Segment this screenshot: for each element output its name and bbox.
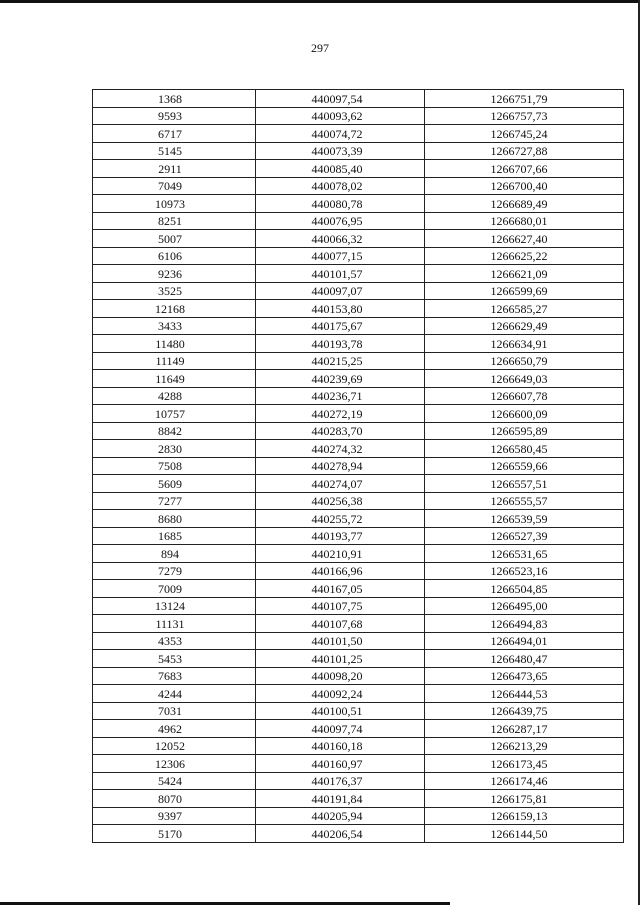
- table-row: [93, 545, 624, 563]
- coordinates-table-body: [93, 90, 624, 843]
- y-coordinate-cell: 1266627,40: [425, 230, 624, 248]
- x-coordinate-cell: 440160,97: [256, 755, 425, 773]
- page-number: 297: [311, 41, 329, 55]
- x-coordinate-cell: 440206,54: [256, 825, 425, 843]
- point-number-cell: 4244: [93, 685, 256, 703]
- y-coordinate-cell: 1266629,49: [425, 317, 624, 335]
- table-row: [93, 510, 624, 528]
- y-coordinate-cell: 1266174,46: [425, 772, 624, 790]
- y-coordinate-cell: 1266555,57: [425, 492, 624, 510]
- y-coordinate-cell: 1266689,49: [425, 195, 624, 213]
- table-row: [93, 440, 624, 458]
- point-number-cell: 2830: [93, 440, 256, 458]
- y-coordinate-cell: 1266600,09: [425, 405, 624, 423]
- x-coordinate-cell: 440153,80: [256, 300, 425, 318]
- point-number-cell: 7508: [93, 457, 256, 475]
- y-coordinate-cell: 1266580,45: [425, 440, 624, 458]
- x-coordinate-cell: 440255,72: [256, 510, 425, 528]
- coordinates-table-container: [92, 89, 598, 843]
- y-coordinate-cell: 1266745,24: [425, 125, 624, 143]
- point-number-cell: 9236: [93, 265, 256, 283]
- x-coordinate-cell: 440215,25: [256, 352, 425, 370]
- point-number-cell: 11480: [93, 335, 256, 353]
- point-number-cell: 8070: [93, 790, 256, 808]
- y-coordinate-cell: 1266504,85: [425, 580, 624, 598]
- x-coordinate-cell: 440191,84: [256, 790, 425, 808]
- x-coordinate-cell: 440256,38: [256, 492, 425, 510]
- table-row: [93, 667, 624, 685]
- y-coordinate-cell: 1266727,88: [425, 142, 624, 160]
- point-number-cell: 1368: [93, 90, 256, 108]
- table-row: [93, 527, 624, 545]
- x-coordinate-cell: 440101,25: [256, 650, 425, 668]
- y-coordinate-cell: 1266625,22: [425, 247, 624, 265]
- point-number-cell: 7031: [93, 702, 256, 720]
- y-coordinate-cell: 1266707,66: [425, 160, 624, 178]
- coordinates-table: [92, 89, 624, 843]
- table-row: [93, 772, 624, 790]
- x-coordinate-cell: 440066,32: [256, 230, 425, 248]
- table-row: [93, 352, 624, 370]
- table-row: [93, 737, 624, 755]
- x-coordinate-cell: 440076,95: [256, 212, 425, 230]
- point-number-cell: 7049: [93, 177, 256, 195]
- y-coordinate-cell: 1266557,51: [425, 475, 624, 493]
- point-number-cell: 7279: [93, 562, 256, 580]
- x-coordinate-cell: 440097,74: [256, 720, 425, 738]
- y-coordinate-cell: 1266621,09: [425, 265, 624, 283]
- x-coordinate-cell: 440073,39: [256, 142, 425, 160]
- x-coordinate-cell: 440167,05: [256, 580, 425, 598]
- table-row: [93, 177, 624, 195]
- point-number-cell: 10757: [93, 405, 256, 423]
- x-coordinate-cell: 440283,70: [256, 422, 425, 440]
- table-row: [93, 335, 624, 353]
- x-coordinate-cell: 440176,37: [256, 772, 425, 790]
- point-number-cell: 5145: [93, 142, 256, 160]
- table-row: [93, 142, 624, 160]
- table-row: [93, 755, 624, 773]
- table-row: [93, 562, 624, 580]
- table-row: [93, 90, 624, 108]
- x-coordinate-cell: 440080,78: [256, 195, 425, 213]
- x-coordinate-cell: 440278,94: [256, 457, 425, 475]
- point-number-cell: 6717: [93, 125, 256, 143]
- x-coordinate-cell: 440193,78: [256, 335, 425, 353]
- table-row: [93, 247, 624, 265]
- y-coordinate-cell: 1266531,65: [425, 545, 624, 563]
- y-coordinate-cell: 1266159,13: [425, 807, 624, 825]
- y-coordinate-cell: 1266634,91: [425, 335, 624, 353]
- y-coordinate-cell: 1266494,01: [425, 632, 624, 650]
- table-row: [93, 597, 624, 615]
- y-coordinate-cell: 1266439,75: [425, 702, 624, 720]
- y-coordinate-cell: 1266173,45: [425, 755, 624, 773]
- table-row: [93, 107, 624, 125]
- y-coordinate-cell: 1266680,01: [425, 212, 624, 230]
- table-row: [93, 160, 624, 178]
- table-row: [93, 702, 624, 720]
- y-coordinate-cell: 1266599,69: [425, 282, 624, 300]
- point-number-cell: 13124: [93, 597, 256, 615]
- point-number-cell: 12306: [93, 755, 256, 773]
- x-coordinate-cell: 440101,57: [256, 265, 425, 283]
- point-number-cell: 7009: [93, 580, 256, 598]
- point-number-cell: 8251: [93, 212, 256, 230]
- x-coordinate-cell: 440107,75: [256, 597, 425, 615]
- point-number-cell: 5007: [93, 230, 256, 248]
- table-row: [93, 825, 624, 843]
- table-row: [93, 125, 624, 143]
- x-coordinate-cell: 440085,40: [256, 160, 425, 178]
- point-number-cell: 6106: [93, 247, 256, 265]
- x-coordinate-cell: 440098,20: [256, 667, 425, 685]
- table-row: [93, 212, 624, 230]
- x-coordinate-cell: 440074,72: [256, 125, 425, 143]
- point-number-cell: 894: [93, 545, 256, 563]
- table-row: [93, 282, 624, 300]
- point-number-cell: 8680: [93, 510, 256, 528]
- x-coordinate-cell: 440093,62: [256, 107, 425, 125]
- table-row: [93, 475, 624, 493]
- x-coordinate-cell: 440236,71: [256, 387, 425, 405]
- y-coordinate-cell: 1266585,27: [425, 300, 624, 318]
- point-number-cell: 9397: [93, 807, 256, 825]
- point-number-cell: 4353: [93, 632, 256, 650]
- x-coordinate-cell: 440205,94: [256, 807, 425, 825]
- point-number-cell: 10973: [93, 195, 256, 213]
- y-coordinate-cell: 1266444,53: [425, 685, 624, 703]
- y-coordinate-cell: 1266700,40: [425, 177, 624, 195]
- y-coordinate-cell: 1266649,03: [425, 370, 624, 388]
- point-number-cell: 12052: [93, 737, 256, 755]
- y-coordinate-cell: 1266287,17: [425, 720, 624, 738]
- table-row: [93, 580, 624, 598]
- x-coordinate-cell: 440175,67: [256, 317, 425, 335]
- x-coordinate-cell: 440210,91: [256, 545, 425, 563]
- x-coordinate-cell: 440274,32: [256, 440, 425, 458]
- table-row: [93, 422, 624, 440]
- table-row: [93, 370, 624, 388]
- table-row: [93, 317, 624, 335]
- x-coordinate-cell: 440078,02: [256, 177, 425, 195]
- point-number-cell: 3433: [93, 317, 256, 335]
- x-coordinate-cell: 440193,77: [256, 527, 425, 545]
- y-coordinate-cell: 1266144,50: [425, 825, 624, 843]
- table-row: [93, 615, 624, 633]
- x-coordinate-cell: 440097,07: [256, 282, 425, 300]
- x-coordinate-cell: 440100,51: [256, 702, 425, 720]
- y-coordinate-cell: 1266523,16: [425, 562, 624, 580]
- y-coordinate-cell: 1266757,73: [425, 107, 624, 125]
- y-coordinate-cell: 1266539,59: [425, 510, 624, 528]
- table-row: [93, 650, 624, 668]
- point-number-cell: 11649: [93, 370, 256, 388]
- x-coordinate-cell: 440160,18: [256, 737, 425, 755]
- table-row: [93, 632, 624, 650]
- point-number-cell: 11131: [93, 615, 256, 633]
- table-row: [93, 807, 624, 825]
- x-coordinate-cell: 440101,50: [256, 632, 425, 650]
- y-coordinate-cell: 1266607,78: [425, 387, 624, 405]
- table-row: [93, 405, 624, 423]
- x-coordinate-cell: 440077,15: [256, 247, 425, 265]
- x-coordinate-cell: 440274,07: [256, 475, 425, 493]
- table-row: [93, 265, 624, 283]
- y-coordinate-cell: 1266175,81: [425, 790, 624, 808]
- point-number-cell: 12168: [93, 300, 256, 318]
- y-coordinate-cell: 1266495,00: [425, 597, 624, 615]
- y-coordinate-cell: 1266494,83: [425, 615, 624, 633]
- point-number-cell: 7683: [93, 667, 256, 685]
- table-row: [93, 685, 624, 703]
- table-row: [93, 720, 624, 738]
- point-number-cell: 4962: [93, 720, 256, 738]
- point-number-cell: 4288: [93, 387, 256, 405]
- x-coordinate-cell: 440272,19: [256, 405, 425, 423]
- point-number-cell: 5453: [93, 650, 256, 668]
- point-number-cell: 11149: [93, 352, 256, 370]
- y-coordinate-cell: 1266751,79: [425, 90, 624, 108]
- y-coordinate-cell: 1266213,29: [425, 737, 624, 755]
- point-number-cell: 7277: [93, 492, 256, 510]
- x-coordinate-cell: 440166,96: [256, 562, 425, 580]
- table-row: [93, 492, 624, 510]
- table-row: [93, 457, 624, 475]
- table-row: [93, 387, 624, 405]
- point-number-cell: 1685: [93, 527, 256, 545]
- point-number-cell: 5424: [93, 772, 256, 790]
- point-number-cell: 2911: [93, 160, 256, 178]
- y-coordinate-cell: 1266527,39: [425, 527, 624, 545]
- scan-edge-top: [0, 0, 640, 3]
- table-row: [93, 790, 624, 808]
- y-coordinate-cell: 1266480,47: [425, 650, 624, 668]
- x-coordinate-cell: 440239,69: [256, 370, 425, 388]
- y-coordinate-cell: 1266650,79: [425, 352, 624, 370]
- x-coordinate-cell: 440097,54: [256, 90, 425, 108]
- x-coordinate-cell: 440092,24: [256, 685, 425, 703]
- table-row: [93, 195, 624, 213]
- point-number-cell: 8842: [93, 422, 256, 440]
- x-coordinate-cell: 440107,68: [256, 615, 425, 633]
- table-row: [93, 300, 624, 318]
- point-number-cell: 5609: [93, 475, 256, 493]
- point-number-cell: 5170: [93, 825, 256, 843]
- y-coordinate-cell: 1266595,89: [425, 422, 624, 440]
- y-coordinate-cell: 1266473,65: [425, 667, 624, 685]
- y-coordinate-cell: 1266559,66: [425, 457, 624, 475]
- point-number-cell: 9593: [93, 107, 256, 125]
- point-number-cell: 3525: [93, 282, 256, 300]
- table-row: [93, 230, 624, 248]
